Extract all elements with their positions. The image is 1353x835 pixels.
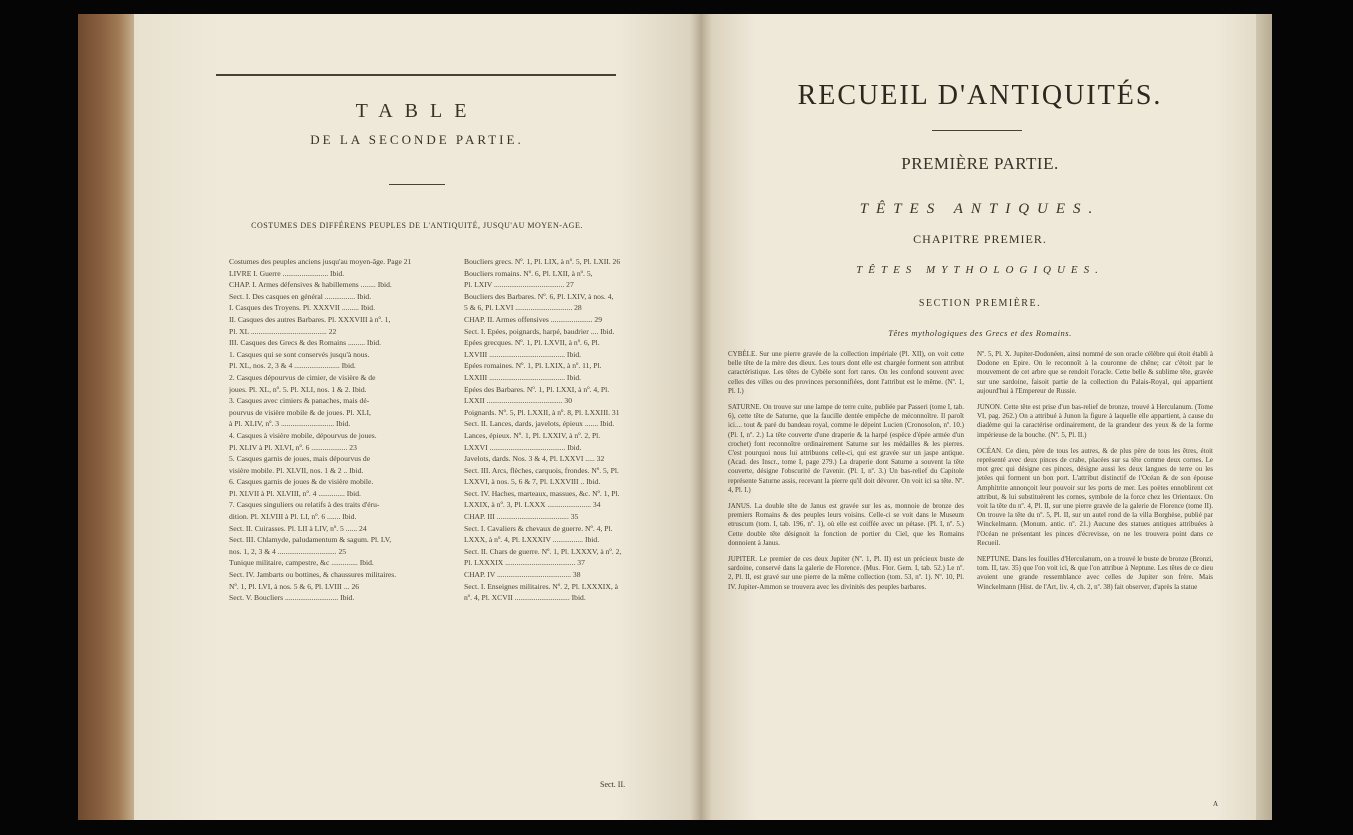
toc-entry: 7. Casques singuliers ou relatifs à des traits d'éru- bbox=[229, 500, 380, 510]
toc-entry: Sect. II. Chars de guerre. Nº. 1, Pl. LXXXV, à nº. 2, bbox=[464, 546, 622, 556]
toc-entry: LXXIX, à nº. 3, Pl. LXXX ....................... 34 bbox=[464, 500, 601, 510]
toc-entry: Sect. I. Enseignes militaires. Nº. 2, Pl. LXXXIX, à bbox=[464, 581, 618, 591]
signature-mark: A bbox=[1213, 800, 1219, 808]
toc-entry: CHAP. I. Armes défensives & habillemens ........ Ibid. bbox=[229, 280, 392, 290]
right-page bbox=[700, 14, 1260, 820]
toc-entry: Lances, épieux. Nº. 1, Pl. LXXIV, à nº. 2, Pl. bbox=[464, 430, 601, 440]
toc-entry: joues. Pl. XL, nº. 5. Pl. XLI, nos. 1 & 2. Ibid. bbox=[229, 384, 367, 394]
toc-entry: LIVRE I. Guerre ........................ Ibid. bbox=[229, 268, 345, 278]
toc-entry: Sect. V. Boucliers ............................ Ibid. bbox=[229, 593, 355, 603]
toc-column-left bbox=[229, 256, 442, 604]
paragraph: Nº. 5, Pl. X. Jupiter-Dodonéen, ainsi nommé de son oracle célèbre qui étoit établi à Dodone en Epire. On le reconnoît à la couronne de chêne; car c'étoit par le mouvement de cet arbre que se rendoit l'oracle. Cette belle & sublime tête, gravée sur une sardoine, faisoit partie de la collection du Palais-Royal, qui appartient aujourd'hui à l'Empereur de Russie. bbox=[977, 350, 1213, 395]
toc-entry: Pl. XL, nos. 2, 3 & 4 ........................ Ibid. bbox=[229, 361, 356, 371]
toc-entry: Pl. XL ........................................ 22 bbox=[229, 326, 337, 336]
paragraph: JANUS. La double tête de Janus est gravée sur les as, monnoie de bronze des premiers Romains & des peuples leurs voisins. Celle-ci se voit dans le Museum etruscum (tom. I, tab. 196, nº. 1), où elle est coiffée avec un pétase. (Pl. I, nº. 5.) Cette double tête désignoit la fonction de portier du Ciel, que les Romains donnoient à Janus. bbox=[728, 502, 964, 547]
short-rule bbox=[389, 184, 445, 185]
chapitre-heading: CHAPITRE PREMIER. bbox=[913, 232, 1047, 246]
toc-entry: Sect. I. Des casques en général ................ Ibid. bbox=[229, 291, 372, 301]
toc-entry: Pl. LXIV ..................................... 27 bbox=[464, 280, 574, 290]
toc-entry: CHAP. III ...................................... 35 bbox=[464, 512, 579, 522]
toc-entry: LXXII ........................................ 30 bbox=[464, 396, 572, 406]
section-heading: SECTION PREMIÈRE. bbox=[918, 298, 1042, 309]
tetes-heading: TÊTES ANTIQUES. bbox=[859, 201, 1101, 217]
toc-entry: Sect. I. Cavaliers & chevaux de guerre. Nº. 4, Pl. bbox=[464, 523, 613, 533]
paragraph: JUPITER. Le premier de ces deux Jupiter (Nº. 1, Pl. II) est un précieux buste de sardoine, conservé dans la galerie de Florence. (Mus. Flor. Gem. I, tab. 52.) Le nº. 2, Pl. II, est gravé sur une pierre de la même collection (tom. 53, nº. 1). Nº. 10, Pl. IV. Jupiter-Ammon se trouvera avec les divinités des peuples barbares. bbox=[728, 555, 964, 591]
toc-entry: 5 & 6, Pl. LXVI .............................. 28 bbox=[464, 303, 582, 313]
catchword: Sect. II. bbox=[600, 780, 626, 789]
paragraph: CYBÈLE. Sur une pierre gravée de la collection impériale (Pl. XII), on voit cette belle tête de la mère des dieux. Les tours dont elle est chargée forment son attribut caractéristique. Les têtes de Cybèle sont fort rares. On les confond souvent avec celles des villes ou des provinces personnifiées, dont l'attribut est le même. (Nº. 1, Pl. I.) bbox=[728, 350, 964, 395]
toc-entry: Javelots, dards. Nos. 3 & 4, Pl. LXXVI ..... 32 bbox=[464, 454, 605, 464]
toc-entry: Poignards. Nº. 5, Pl. LXXII, à nº. 8, Pl. LXXIII. 31 bbox=[464, 407, 620, 417]
paragraph: JUNON. Cette tête est prise d'un bas-relief de bronze, trouvé à Herculanum. (Tome VI, pag. 262.) On a attribué à Junon la figure à laquelle elle appartient, à cause du diadème qui la caractérise ordinairement, de la grandeur des yeux & de la forme impérieuse de la bouche. (Nº. 5, Pl. II.) bbox=[977, 403, 1213, 439]
toc-entry: Epées des Barbares. Nº. 1, Pl. LXXI, à nº. 4, Pl. bbox=[464, 384, 610, 394]
toc-entry: Nº. 1, Pl. LVI, à nos. 5 & 6, Pl. LVIII ... 26 bbox=[229, 581, 360, 591]
table-subtitle: DE LA SECONDE PARTIE. bbox=[310, 132, 524, 147]
toc-entry: 6. Casques garnis de joues & de visière mobile. bbox=[229, 477, 374, 487]
paragraph: OCÉAN. Ce dieu, père de tous les autres, & de plus père de tous les êtres, étoit représenté avec deux pinces de crabe, placées sur sa tête comme deux cornes. Le mot grec qui désigne ces pinces, désigne aussi les deux langues de terre ou les jetées qui forment un bon port. L'attribut distinctif de l'Océan & de son épouse Amphitrite annonçoit leur pouvoir sur les ports de mer. Les poètes ennoblirent cet attribut, & lui substituèrent les cornes, symbole de la force chez les Orientaux. On voit la tête du nº. 4, Pl. II, sur une pierre gravée de la galerie de Florence (tome II). On trouve la tête du nº. 5, Pl. II, sur un autel rond de la villa Borghèse, publié par Winckelmann. (Monum. antic. nº. 21.) Aucune des statues antiques attribuées à l'Océan ne présentant les pinces d'écrevisse, on ne les trouvera point dans ce Recueil. bbox=[977, 446, 1213, 547]
table-title: TABLE bbox=[355, 100, 479, 122]
toc-entry: 3. Casques avec cimiers & panaches, mais dé- bbox=[229, 396, 370, 406]
toc-entry: 2. Casques dépourvus de cimier, de visière & de bbox=[229, 372, 376, 382]
top-rule bbox=[216, 74, 616, 76]
toc-entry: nos. 1, 2, 3 & 4 ............................... 25 bbox=[229, 546, 347, 556]
sub-heading: Têtes mythologiques des Grecs et des Romains. bbox=[888, 328, 1072, 338]
toc-entry: I. Casques des Troyens. Pl. XXXVII ......... Ibid. bbox=[229, 303, 375, 313]
toc-entry: Sect. I. Epées, poignards, harpé, baudrier .... Ibid. bbox=[464, 326, 615, 336]
paragraph: SATURNE. On trouve sur une lampe de terre cuite, publiée par Passeri (tome I, tab. 6), cette tête de Saturne, que la faucille dentée empêche de méconnoître. Il paroît ici.... tout & paré du bandeau royal, comme le dépeint Lucien (Cronosolon, nº. 10.) (Pl. I, nº. 2.) La tête couverte d'une draperie & la harpé (espèce d'épée armée d'un crochet) font reconnoître ordinairement Saturne sur les médailles & les pierres. C'est pourquoi nous lui attribuons celle-ci, qui est gravée sur un jaspe antique. (Acad. des Inscr., tome I, page 279.) La draperie dont Saturne a souvent la tête couverte, désigne l'obscurité de l'avenir. (Pl. I, nº. 3.) Un bas-relief du Capitole représente Saturne assis, recevant la pierre qu'il doit dévorer. On voit ici sa tête. Nº. 4, Pl. I.) bbox=[728, 403, 964, 494]
toc-entry: LXVIII ........................................ Ibid. bbox=[464, 349, 582, 359]
toc-entry: Costumes des peuples anciens jusqu'au moyen-âge. Page 21 bbox=[229, 257, 412, 266]
left-page bbox=[134, 14, 700, 820]
costumes-heading: COSTUMES DES DIFFÉRENS PEUPLES DE L'ANTIQUITÉ, JUSQU'AU MOYEN-AGE. bbox=[251, 221, 583, 230]
toc-entry: à Pl. XLIV, nº. 3 ............................ Ibid. bbox=[229, 419, 351, 429]
toc-entry: 1. Casques qui se sont conservés jusqu'à nous. bbox=[229, 349, 370, 359]
toc-entry: Pl. LXXXIX ..................................... 37 bbox=[464, 558, 585, 568]
toc-entry: Sect. II. Cuirasses. Pl. LII à LIV, nº. 5 ...... 24 bbox=[229, 523, 367, 533]
toc-entry: II. Casques des autres Barbares. Pl. XXXVIII à nº. 1, bbox=[229, 314, 391, 324]
toc-entry: Sect. IV. Haches, marteaux, massues, &c. Nº. 1, Pl. bbox=[464, 488, 620, 498]
book-gutter bbox=[690, 14, 712, 820]
tetes-myth-heading: TÊTES MYTHOLOGIQUES. bbox=[856, 264, 1104, 276]
toc-entry: LXXVI ........................................ Ibid. bbox=[464, 442, 582, 452]
toc-entry: Boucliers grecs. Nº. 1, Pl. LIX, à nº. 5, Pl. LXII. 26 bbox=[464, 257, 621, 266]
text-column-right bbox=[977, 350, 1213, 599]
toc-entry: Boucliers romains. Nº. 6, Pl. LXII, à nº. 5, bbox=[464, 268, 593, 278]
toc-entry: 5. Casques garnis de joues, mais dépourvus de bbox=[229, 454, 371, 464]
toc-entry: Epées grecques. Nº. 1, Pl. LXVII, à nº. 6, Pl. bbox=[464, 338, 600, 348]
toc-column-right bbox=[464, 256, 662, 604]
toc-entry: III. Casques des Grecs & des Romains ......... Ibid. bbox=[229, 338, 382, 348]
toc-entry: dition. Pl. XLVIII à Pl. LI, nº. 6 ....... Ibid. bbox=[229, 512, 357, 522]
toc-entry: Sect. II. Lances, dards, javelots, épieux ....... Ibid. bbox=[464, 419, 615, 429]
toc-entry: Pl. XLVII à Pl. XLVIII, nº. 4 .............. Ibid. bbox=[229, 488, 361, 498]
toc-entry: Sect. IV. Jambarts ou bottines, & chaussures militaires. bbox=[229, 570, 397, 580]
toc-entry: visière mobile. Pl. XLVII, nos. 1 & 2 .. Ibid. bbox=[229, 465, 364, 475]
toc-entry: LXXX, à nº. 4, Pl. LXXXIV ................ Ibid. bbox=[464, 535, 600, 545]
recueil-title: RECUEIL D'ANTIQUITÉS. bbox=[797, 80, 1163, 111]
toc-entry: LXXVI, à nos. 5, 6 & 7, Pl. LXXVIII .. Ibid. bbox=[464, 477, 601, 487]
book-cover-edge bbox=[78, 14, 136, 820]
toc-entry: CHAP. II. Armes offensives ...................... 29 bbox=[464, 314, 603, 324]
title-rule bbox=[932, 130, 1022, 131]
toc-entry: Sect. III. Chlamyde, paludamentum & sagum. Pl. LV, bbox=[229, 535, 392, 545]
toc-entry: nº. 4, Pl. XCVII ............................. Ibid. bbox=[464, 593, 586, 603]
toc-entry: Sect. III. Arcs, flèches, carquois, frondes. Nº. 5, Pl. bbox=[464, 465, 619, 475]
paragraph: NEPTUNE. Dans les fouilles d'Herculanum, on a trouvé le buste de bronze (Bronzi, tom. II, tav. 35) que l'on voit ici, & que l'on attribue à Neptune. Les têtes de ce dieu avoient une grande ressemblance avec celles de Jupiter son frère. Mais Winckelmann (Hist. de l'Art, liv. 4, ch. 2, nº. 38) fait observer, d'après la statue bbox=[977, 555, 1213, 591]
toc-entry: pourvus de visière mobile & de joues. Pl. XLI, bbox=[229, 407, 371, 417]
toc-entry: Boucliers des Barbares. Nº. 6, Pl. LXIV, à nos. 4, bbox=[464, 291, 614, 301]
partie-heading: PREMIÈRE PARTIE. bbox=[901, 154, 1059, 173]
toc-entry: CHAP. IV ....................................... 38 bbox=[464, 570, 581, 580]
toc-entry: Epées romaines. Nº. 1, Pl. LXIX, à nº. 11, Pl. bbox=[464, 361, 602, 371]
text-column-left bbox=[728, 350, 964, 599]
toc-entry: Tunique militaire, campestre, &c .............. Ibid. bbox=[229, 558, 374, 568]
page-edge bbox=[1256, 14, 1272, 820]
toc-entry: 4. Casques à visière mobile, dépourvus de joues. bbox=[229, 430, 377, 440]
toc-entry: LXXIII ........................................ Ibid. bbox=[464, 372, 582, 382]
toc-entry: Pl. XLIV à Pl. XLVI, nº. 6 ................... 23 bbox=[229, 442, 357, 452]
